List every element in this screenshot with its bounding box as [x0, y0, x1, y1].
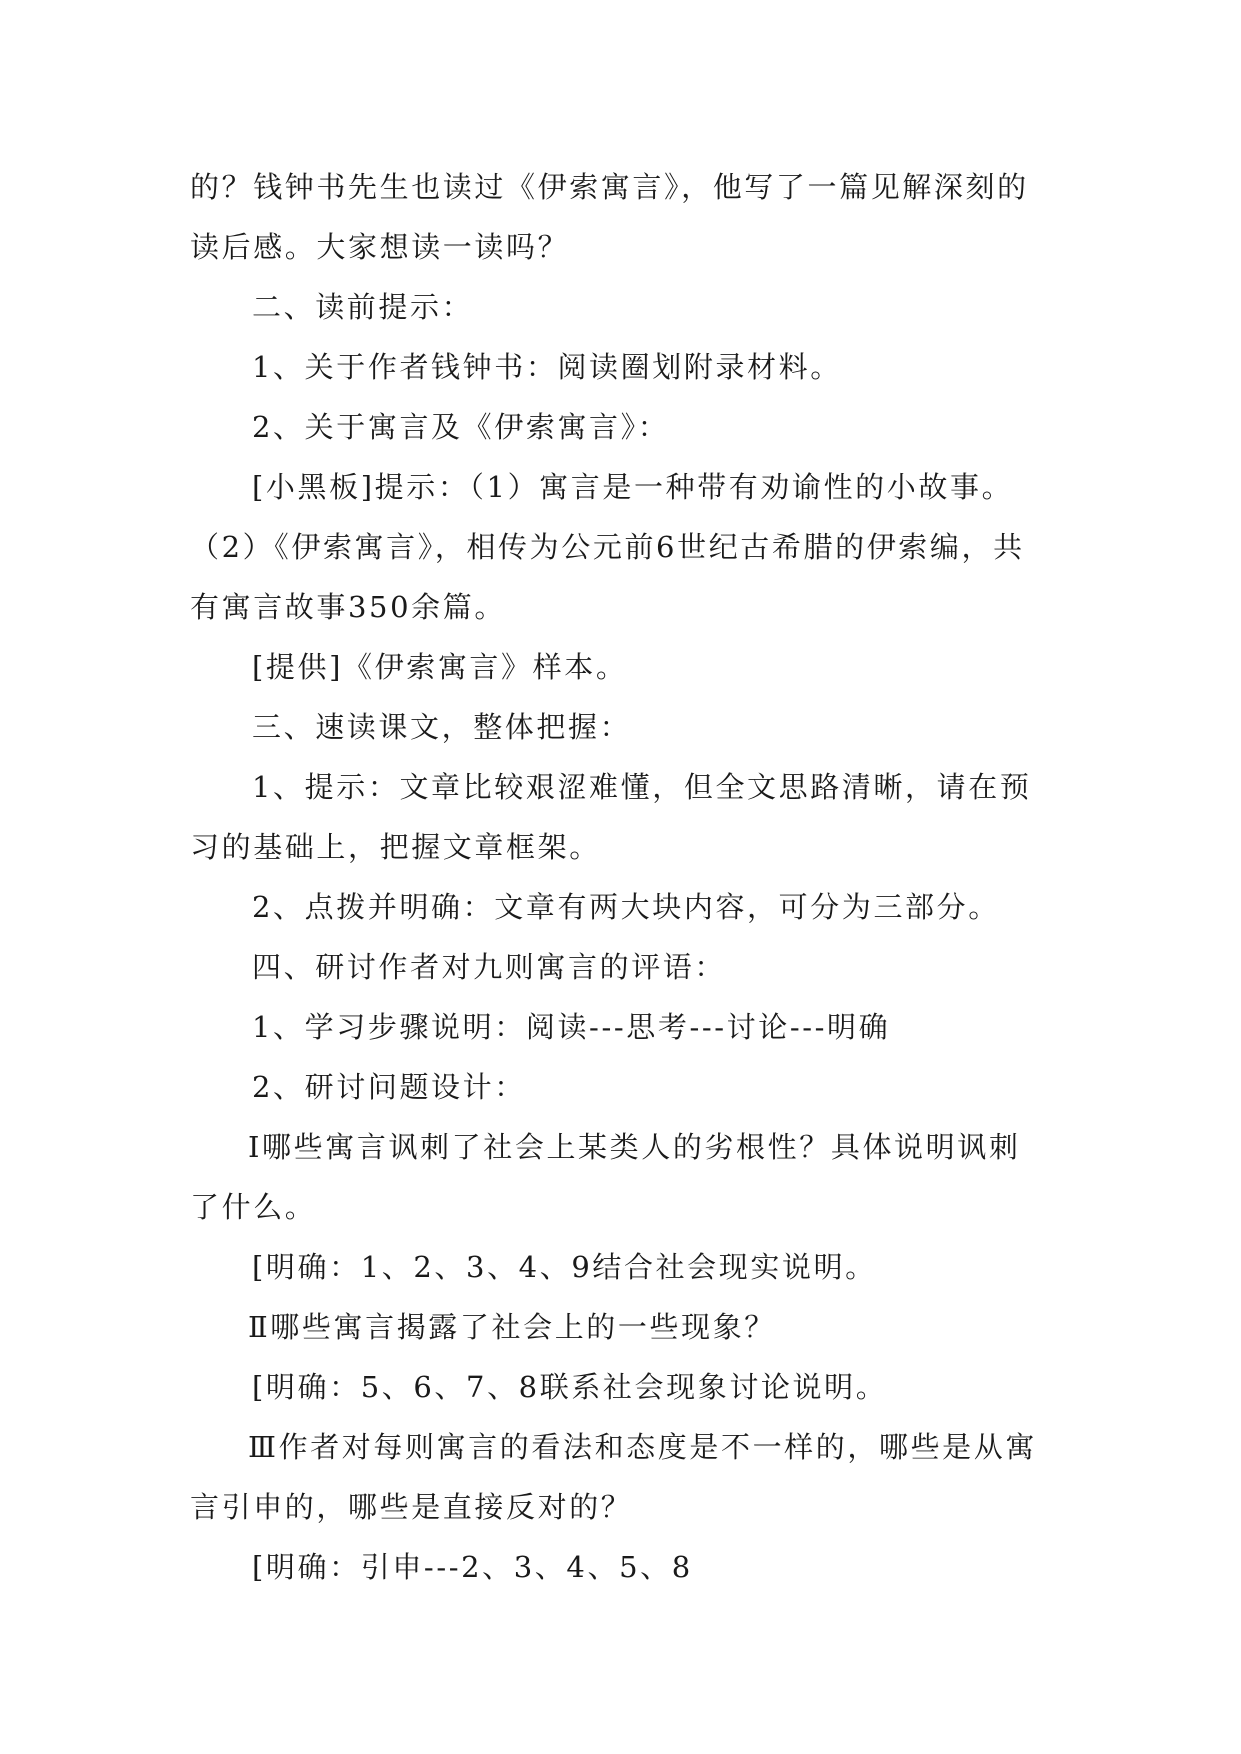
section-heading-discussion: 四、研讨作者对九则寓言的评语： — [252, 950, 727, 984]
paragraph-reading-tip: 1、提示：文章比较艰涩难懂，但全文思路清晰，请在预习的基础上，把握文章框架。 — [190, 770, 1032, 864]
document-body — [190, 157, 1052, 1597]
question-two: Ⅱ哪些寓言揭露了社会上的一些现象？ — [248, 1310, 776, 1344]
paragraph-about-fables: 2、关于寓言及《伊索寓言》： — [252, 410, 670, 444]
paragraph-clarify-structure: 2、点拨并明确：文章有两大块内容，可分为三部分。 — [252, 890, 1000, 924]
paragraph-intro-continuation: 的？钱钟书先生也读过《伊索寓言》，他写了一篇见解深刻的读后感。大家想读一读吗？ — [190, 170, 1029, 264]
paragraph-provide-sample: [提供]《伊索寓言》样本。 — [252, 650, 628, 684]
question-three: Ⅲ作者对每则寓言的看法和态度是不一样的，哪些是从寓言引申的，哪些是直接反对的？ — [190, 1430, 1037, 1524]
answer-two: [明确：5、6、7、8联系社会现象讨论说明。 — [252, 1370, 888, 1404]
paragraph-study-steps: 1、学习步骤说明：阅读---思考---讨论---明确 — [252, 1010, 891, 1044]
paragraph-about-author: 1、关于作者钱钟书：阅读圈划附录材料。 — [252, 350, 842, 384]
answer-one: [明确：1、2、3、4、9结合社会现实说明。 — [252, 1250, 877, 1284]
question-one: Ⅰ哪些寓言讽刺了社会上某类人的劣根性？具体说明讽刺了什么。 — [190, 1130, 1021, 1224]
section-heading-speed-reading: 三、速读课文，整体把握： — [252, 710, 632, 744]
paragraph-blackboard-tips: [小黑板]提示：（1）寓言是一种带有劝谕性的小故事。（2）《伊索寓言》，相传为公元前6世纪古希腊的伊索编，共有寓言故事350余篇。 — [190, 470, 1025, 624]
answer-three: [明确：引申---2、3、4、5、8 — [252, 1550, 693, 1584]
paragraph-question-design: 2、研讨问题设计： — [252, 1070, 526, 1104]
section-heading-pre-reading-tips: 二、读前提示： — [252, 290, 474, 324]
